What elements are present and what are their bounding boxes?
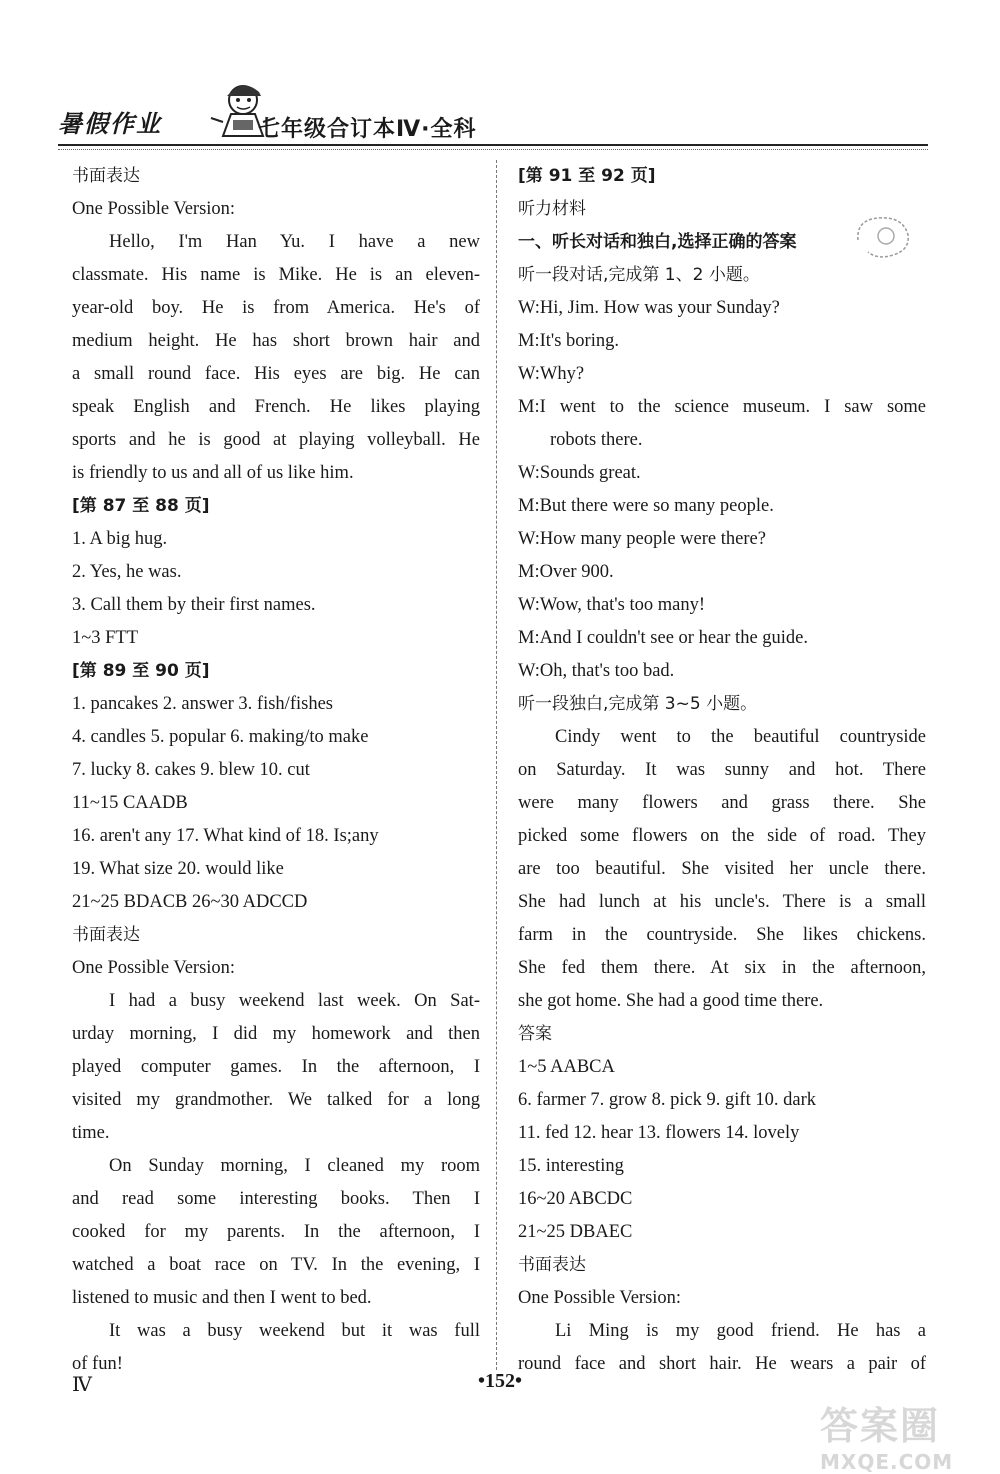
essay-line: speak English and French. He likes playing xyxy=(72,397,480,417)
answer-item: 21~25 DBAEC xyxy=(518,1222,633,1242)
dialog-line: W:How many people were there? xyxy=(518,529,766,549)
dialog-line: M:And I couldn't see or hear the guide. xyxy=(518,628,809,648)
page-range-title: [第 89 至 90 页] xyxy=(72,661,210,681)
answer-item: 11~15 CAADB xyxy=(72,793,188,813)
essay-line: urday morning, I did my homework and then xyxy=(72,1024,480,1044)
section-subtitle: One Possible Version: xyxy=(72,199,236,219)
answer-item: 6. farmer 7. grow 8. pick 9. gift 10. dark xyxy=(518,1090,816,1110)
dialog-line: robots there. xyxy=(550,430,643,450)
monologue-line: picked some flowers on the side of road. They xyxy=(518,826,926,846)
monologue-line: are too beautiful. She visited her uncle there. xyxy=(518,859,926,879)
essay-line: On Sunday morning, I cleaned my room xyxy=(109,1156,480,1176)
monologue-line: She fed them there. At six in the afternoon, xyxy=(518,958,926,978)
essay-line: Li Ming is my good friend. He has a xyxy=(555,1321,926,1341)
dialog-line: M:It's boring. xyxy=(518,331,619,351)
essay-line: I had a busy weekend last week. On Sat- xyxy=(109,991,480,1011)
answer-item: 16. aren't any 17. What kind of 18. Is;any xyxy=(72,826,379,846)
essay-line: played computer games. In the afternoon, I xyxy=(72,1057,480,1077)
essay-line: year-old boy. He is from America. He's of xyxy=(72,298,480,318)
essay-line: is friendly to us and all of us like him. xyxy=(72,463,354,483)
header-rule-dotted xyxy=(58,149,928,150)
essay-line: a small round face. His eyes are big. He can xyxy=(72,364,480,384)
essay-line: cooked for my parents. In the afternoon, I xyxy=(72,1222,480,1242)
dialog-line: W:Why? xyxy=(518,364,585,384)
answer-item: 11. fed 12. hear 13. flowers 14. lovely xyxy=(518,1123,800,1143)
header-rule xyxy=(58,144,928,146)
essay-line: time. xyxy=(72,1123,110,1143)
column-divider xyxy=(496,160,497,1370)
instruction: 听一段独白,完成第 3~5 小题。 xyxy=(518,694,758,714)
answer-item: 1. A big hug. xyxy=(72,529,168,549)
listening-heading: 一、听长对话和独白,选择正确的答案 xyxy=(518,232,797,252)
monologue-line: Cindy went to the beautiful countryside xyxy=(555,727,926,747)
page-range-title: [第 91 至 92 页] xyxy=(518,166,656,186)
ear-stamp-icon xyxy=(848,210,918,265)
essay-line: and read some interesting books. Then I xyxy=(72,1189,480,1209)
section-subtitle: One Possible Version: xyxy=(72,958,236,978)
answer-item: 7. lucky 8. cakes 9. blew 10. cut xyxy=(72,760,310,780)
answer-item: 19. What size 20. would like xyxy=(72,859,284,879)
essay-line: classmate. His name is Mike. He is an eleven- xyxy=(72,265,480,285)
monologue-line: she got home. She had a good time there. xyxy=(518,991,824,1011)
dialog-line: M:Over 900. xyxy=(518,562,614,582)
instruction: 听一段对话,完成第 1、2 小题。 xyxy=(518,265,760,285)
essay-line: round face and short hair. He wears a pair of xyxy=(518,1354,926,1374)
answer-item: 21~25 BDACB 26~30 ADCCD xyxy=(72,892,308,912)
dialog-line: W:Oh, that's too bad. xyxy=(518,661,675,681)
brand-title: 暑假作业 xyxy=(58,109,162,138)
section-title: 书面表达 xyxy=(72,925,140,945)
essay-line: medium height. He has short brown hair and xyxy=(72,331,480,351)
monologue-line: on Saturday. It was sunny and hot. There xyxy=(518,760,926,780)
answer-item: 16~20 ABCDC xyxy=(518,1189,633,1209)
monologue-line: farm in the countryside. She likes chickens. xyxy=(518,925,926,945)
essay-line: watched a boat race on TV. In the evening, I xyxy=(72,1255,480,1275)
section-subtitle: One Possible Version: xyxy=(518,1288,682,1308)
essay-line: listened to music and then I went to bed. xyxy=(72,1288,372,1308)
dialog-line: W:Sounds great. xyxy=(518,463,641,483)
monologue-line: were many flowers and grass there. She xyxy=(518,793,926,813)
answer-item: 2. Yes, he was. xyxy=(72,562,182,582)
page-range-title: [第 87 至 88 页] xyxy=(72,496,210,516)
answer-item: 1~5 AABCA xyxy=(518,1057,615,1077)
page-number: •152• xyxy=(477,1370,522,1392)
dialog-line: W:Hi, Jim. How was your Sunday? xyxy=(518,298,780,318)
right-column xyxy=(518,160,926,1381)
essay-line: of fun! xyxy=(72,1354,123,1374)
answers-title: 答案 xyxy=(518,1024,552,1044)
page-header xyxy=(58,78,928,150)
section-title: 书面表达 xyxy=(72,166,140,186)
dialog-line: M:I went to the science museum. I saw some xyxy=(518,397,926,417)
answer-item: 15. interesting xyxy=(518,1156,624,1176)
left-column xyxy=(72,160,480,1381)
watermark xyxy=(820,1395,990,1474)
watermark-text: 答案圈 xyxy=(820,1404,941,1448)
answer-item: 3. Call them by their first names. xyxy=(72,595,316,615)
essay-line: visited my grandmother. We talked for a long xyxy=(72,1090,480,1110)
essay-line: Hello, I'm Han Yu. I have a new xyxy=(109,232,480,252)
monologue-line: She had lunch at his uncle's. There is a small xyxy=(518,892,926,912)
section-subtitle: 听力材料 xyxy=(518,199,586,219)
dialog-line: M:But there were so many people. xyxy=(518,496,774,516)
answer-item: 1. pancakes 2. answer 3. fish/fishes xyxy=(72,694,333,714)
essay-line: It was a busy weekend but it was full xyxy=(109,1321,480,1341)
book-title: 七年级合订本Ⅳ·全科 xyxy=(258,117,477,142)
answer-item: 4. candles 5. popular 6. making/to make xyxy=(72,727,369,747)
dialog-line: W:Wow, that's too many! xyxy=(518,595,705,615)
essay-line: sports and he is good at playing volleyball. He xyxy=(72,430,480,450)
volume-roman-numeral: Ⅳ xyxy=(72,1374,92,1396)
answer-item: 1~3 FTT xyxy=(72,628,139,648)
section-title: 书面表达 xyxy=(518,1255,586,1275)
watermark-url: MXQE.COM xyxy=(820,1450,954,1474)
